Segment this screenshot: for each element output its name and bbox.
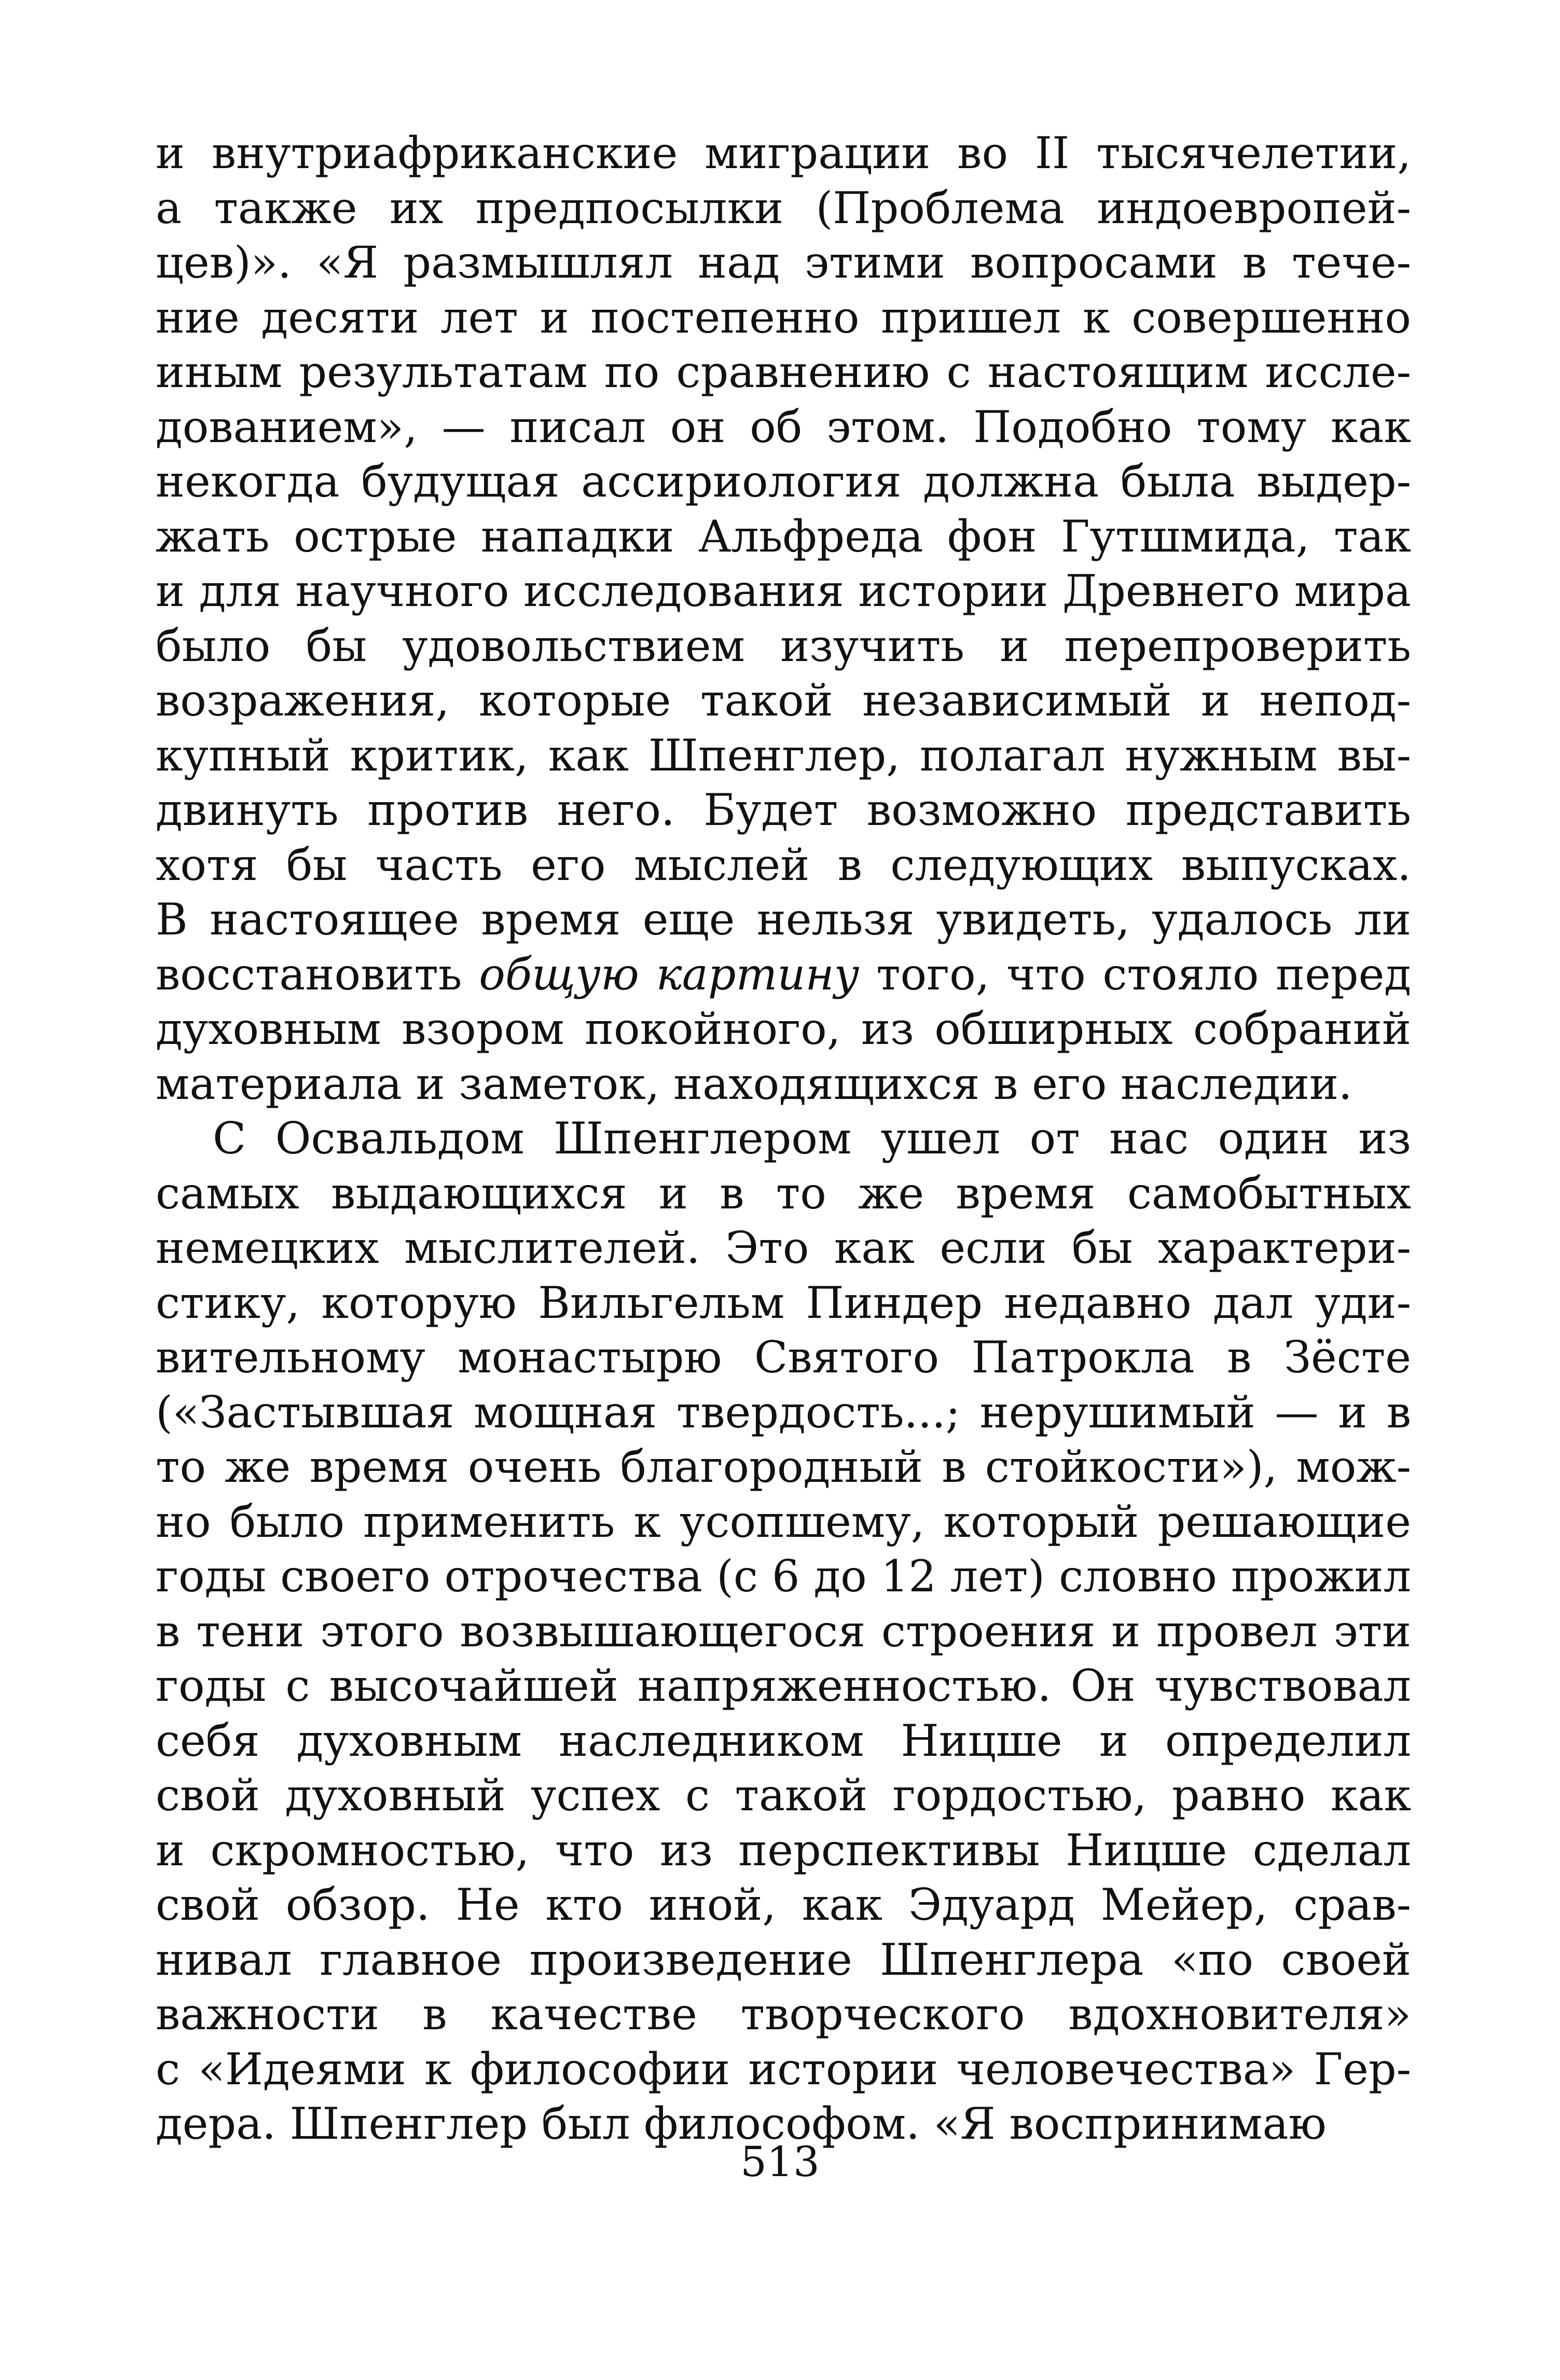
text-segment: некогда будущая ассириология должна была выдер- [156,456,1411,507]
text-line [156,1823,1411,1878]
text-line [156,1002,1411,1057]
text-segment: купный критик, как Шпенглер, полагал нужным вы- [156,730,1411,781]
text-segment: духовным взором покойного, из обширных собраний [156,1003,1411,1054]
text-line [156,1385,1411,1440]
text-line [156,673,1411,728]
text-line [156,783,1411,838]
text-line [156,1878,1411,1933]
text-line [156,181,1411,236]
text-line [156,1166,1411,1221]
text-segment: вительному монастырю Святого Патрокла в Зёсте [156,1332,1411,1383]
text-segment: годы с высочайшей напряженностью. Он чувствовал [156,1660,1411,1711]
text-segment: важности в качестве творческого вдохновителя» [156,1989,1411,2040]
text-line [156,1221,1411,1276]
text-segment: было бы удовольствием изучить и перепроверить [156,620,1411,671]
text-line [156,400,1411,455]
text-segment: того, что стояло перед [859,948,1411,1000]
text-segment: хотя бы часть его мыслей в следующих выпусках. [156,839,1411,890]
text-segment: цев)». «Я размышлял над этими вопросами в тече- [156,237,1411,288]
text-segment: нивал главное произведение Шпенглера «по своей [156,1934,1411,1985]
text-segment: самых выдающихся и в то же время самобытных [156,1167,1411,1219]
text-segment: жать острые нападки Альфреда фон Гутшмида, так [156,511,1411,562]
text-segment: а также их предпосылки (Проблема индоевропей- [156,182,1411,233]
text-line [156,126,1411,181]
text-segment: стику, которую Вильгельм Пиндер недавно дал уди- [156,1277,1411,1328]
italic-phrase: общую картину [479,948,860,1000]
text-line [156,1659,1411,1714]
text-line [156,1330,1411,1385]
text-line [156,564,1411,619]
text-segment: и скромностью, что из перспективы Ницше сделал [156,1824,1411,1876]
text-segment: свой обзор. Не кто иной, как Эдуард Мейер, срав- [156,1879,1411,1930]
text-segment: двинуть против него. Будет возможно представить [156,785,1411,835]
text-segment: возражения, которые такой независимый и непод- [156,675,1411,726]
text-line [156,892,1411,947]
text-line [156,1987,1411,2042]
text-segment: годы своего отрочества (с 6 до 12 лет) словно прожил [156,1551,1411,1602]
text-line [156,1495,1411,1550]
text-segment: в тени этого возвышающегося строения и провел эти [156,1605,1411,1657]
text-line [156,345,1411,400]
text-line [156,1933,1411,1988]
text-line [156,2042,1411,2097]
text-segment: но было применить к усопшему, который решающие [156,1496,1411,1547]
text-line [156,838,1411,893]
text-line [156,1276,1411,1331]
text-segment: («Застывшая мощная твердость...; нерушимый — и в [156,1386,1411,1438]
text-line [156,1768,1411,1823]
text-line [156,455,1411,510]
text-segment: себя духовным наследником Ницше и определил [156,1715,1411,1766]
text-segment: свой духовный успех с такой гордостью, равно как [156,1770,1411,1821]
text-segment: и внутриафриканские миграции во II тысячелетии, [156,128,1411,178]
text-line [156,947,1411,1002]
body-text [156,126,1411,2152]
text-segment: и для научного исследования истории Древнего мира [156,566,1411,616]
text-segment: дера. Шпенглер был философом. «Я воспринимаю [156,2098,1327,2149]
text-segment: иным результатам по сравнению с настоящим иссле- [156,347,1411,397]
text-line [156,728,1411,783]
text-segment: ние десяти лет и постепенно пришел к совершенно [156,292,1411,343]
text-line [156,1057,1411,1112]
text-line [156,291,1411,346]
text-line [156,1714,1411,1769]
text-line [156,1604,1411,1659]
text-line [156,619,1411,674]
text-segment: немецких мыслителей. Это как если бы характери- [156,1222,1411,1273]
text-segment: то же время очень благородный в стойкости»), мож- [156,1441,1411,1492]
text-line [156,1549,1411,1604]
text-line [156,1111,1411,1166]
text-segment: материала и заметок, находящихся в его наследии. [156,1058,1352,1109]
text-line [156,1440,1411,1495]
text-line [156,510,1411,565]
text-segment: восстановить [156,948,479,1000]
text-segment: С Освальдом Шпенглером ушел от нас один из [213,1113,1411,1164]
text-segment: с «Идеями к философии истории человечества» Гер- [156,2043,1411,2095]
text-line [156,236,1411,291]
page-number: 513 [740,2138,820,2186]
text-segment: дованием», — писал он об этом. Подобно тому как [156,401,1411,452]
text-segment: В настоящее время еще нельзя увидеть, удалось ли [156,894,1411,945]
